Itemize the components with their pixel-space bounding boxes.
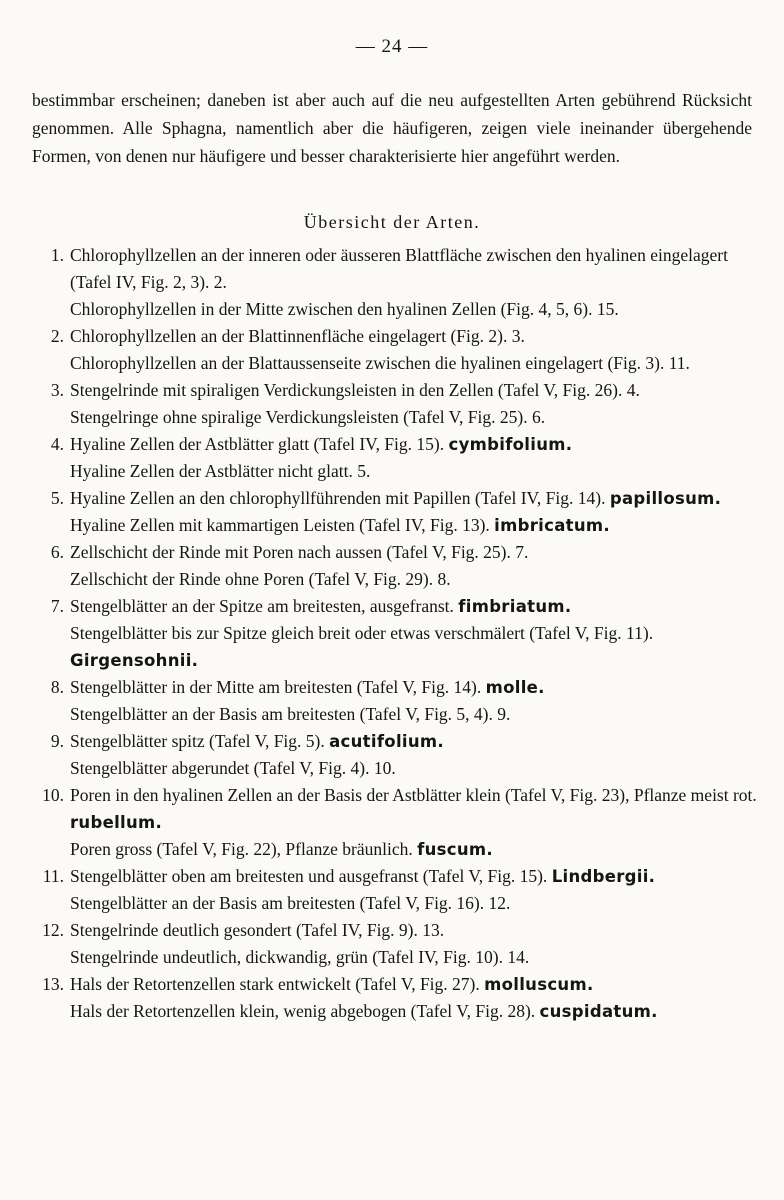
species-name: Lindbergii. [551,867,656,886]
key-line [30,890,758,917]
key-line-text: Hals der Retortenzellen klein, wenig abgebogen (Tafel V, Fig. 28). [70,1001,536,1021]
key-line-text: Chlorophyllzellen in der Mitte zwischen den hyalinen Zellen (Fig. 4, 5, 6). 15. [70,299,619,319]
species-name: fimbriatum. [458,597,572,616]
couplet-number: 13. [42,974,64,994]
key-line [30,836,758,863]
key-line-text: Stengelblätter bis zur Spitze gleich breit oder etwas verschmälert (Tafel V, Fig. 11). [70,623,654,643]
couplet-number: 2. [50,326,64,346]
species-name: cymbifolium. [448,435,573,454]
key-line [30,755,758,782]
key-line [30,674,758,701]
couplet-number: 6. [50,542,64,562]
key-couplet [30,431,758,485]
key-line-text: Poren gross (Tafel V, Fig. 22), Pflanze bräunlich. [70,839,413,859]
key-line [30,998,758,1025]
page-number: — 24 — [355,36,429,57]
key-line-text: Zellschicht der Rinde ohne Poren (Tafel V, Fig. 29). 8. [70,569,451,589]
species-name: fuscum. [417,840,493,859]
key-line-text: Chlorophyllzellen an der inneren oder äusseren Blattfläche zwischen den hyalinen eingelagert (Tafel IV, Fig. 2, 3). 2. [70,245,728,292]
couplet-number: 7. [50,596,64,616]
key-line [30,971,758,998]
species-name: rubellum. [70,813,163,832]
key-line-text: Stengelblätter spitz (Tafel V, Fig. 5). [70,731,325,751]
couplet-number: 11. [42,866,64,886]
key-line [30,566,758,593]
key-line [30,701,758,728]
key-couplet [30,728,758,782]
key-line-text: Poren in den hyalinen Zellen an der Basis der Astblätter klein (Tafel V, Fig. 23), Pflanze meist rot. [70,785,757,805]
key-couplet [30,377,758,431]
couplet-number: 1. [50,245,64,265]
key-couplet [30,323,758,377]
section-title: Übersicht der Arten. [303,212,481,232]
species-name: molluscum. [484,975,594,994]
couplet-number: 4. [50,434,64,454]
key-couplet [30,485,758,539]
couplet-number: 9. [50,731,64,751]
key-line-text: Stengelblätter oben am breitesten und ausgefranst (Tafel V, Fig. 15). [70,866,548,886]
key-line [30,485,758,512]
key-line [30,512,758,539]
couplet-number: 5. [50,488,64,508]
key-couplet [30,674,758,728]
key-line-text: Stengelrinde mit spiraligen Verdickungsleisten in den Zellen (Tafel V, Fig. 26). 4. [70,380,640,400]
key-line-text: Hyaline Zellen der Astblätter nicht glatt. 5. [70,461,371,481]
key-line-text: Stengelringe ohne spiralige Verdickungsleisten (Tafel V, Fig. 25). 6. [70,407,546,427]
key-couplet [30,593,758,674]
key-line-text: Stengelblätter in der Mitte am breitesten (Tafel V, Fig. 14). [70,677,482,697]
key-line [30,296,758,323]
key-line-text: Stengelblätter an der Spitze am breitesten, ausgefranst. [70,596,454,616]
species-name: imbricatum. [494,516,610,535]
key-line [30,863,758,890]
key-line-text: Stengelblätter an der Basis am breitesten (Tafel V, Fig. 16). 12. [70,893,511,913]
key-line [30,917,758,944]
key-line-text: Stengelblätter abgerundet (Tafel V, Fig. 4). 10. [70,758,396,778]
key-line [30,728,758,755]
species-name: papillosum. [609,489,722,508]
key-line [30,944,758,971]
key-couplet [30,917,758,971]
key-line [30,431,758,458]
key-couplet [30,863,758,917]
species-name: acutifolium. [329,732,444,751]
key-line [30,323,758,350]
key-line [30,593,758,620]
key-line [30,350,758,377]
key-line-text: Hals der Retortenzellen stark entwickelt (Tafel V, Fig. 27). [70,974,480,994]
key-line [30,539,758,566]
key-line-text: Chlorophyllzellen an der Blattaussenseite zwischen die hyalinen eingelagert (Fig. 3). 11. [70,353,690,373]
couplet-number: 12. [42,920,64,940]
couplet-number: 8. [50,677,64,697]
key-line [30,404,758,431]
key-line-text: Hyaline Zellen der Astblätter glatt (Tafel IV, Fig. 15). [70,434,445,454]
species-name: Girgensohnii. [70,651,199,670]
key-couplet [30,242,758,323]
intro-paragraph: bestimmbar erscheinen; daneben ist aber auch auf die neu aufgestellten Arten gebührend Rücksicht genommen. Alle Sphagna, namentlich aber die häufigeren, zeigen viele ineinander übergehende Formen, von denen nur häufigere und besser charakterisierte hier angeführt werden. [32,90,752,166]
key-line [30,458,758,485]
key-line-text: Hyaline Zellen an den chlorophyllführenden mit Papillen (Tafel IV, Fig. 14). [70,488,606,508]
species-key [30,242,758,1025]
key-line [30,620,758,674]
key-couplet [30,782,758,863]
key-line-text: Chlorophyllzellen an der Blattinnenfläche eingelagert (Fig. 2). 3. [70,326,525,346]
key-line-text: Hyaline Zellen mit kammartigen Leisten (Tafel IV, Fig. 13). [70,515,490,535]
key-couplet [30,971,758,1025]
couplet-number: 10. [42,785,64,805]
key-line-text: Zellschicht der Rinde mit Poren nach aussen (Tafel V, Fig. 25). 7. [70,542,529,562]
key-line-text: Stengelblätter an der Basis am breitesten (Tafel V, Fig. 5, 4). 9. [70,704,511,724]
key-line-text: Stengelrinde deutlich gesondert (Tafel IV, Fig. 9). 13. [70,920,445,940]
key-line [30,782,758,836]
key-line-text: Stengelrinde undeutlich, dickwandig, grün (Tafel IV, Fig. 10). 14. [70,947,530,967]
key-line [30,377,758,404]
species-name: cuspidatum. [539,1002,658,1021]
couplet-number: 3. [50,380,64,400]
key-line [30,242,758,296]
species-name: molle. [485,678,545,697]
key-couplet [30,539,758,593]
